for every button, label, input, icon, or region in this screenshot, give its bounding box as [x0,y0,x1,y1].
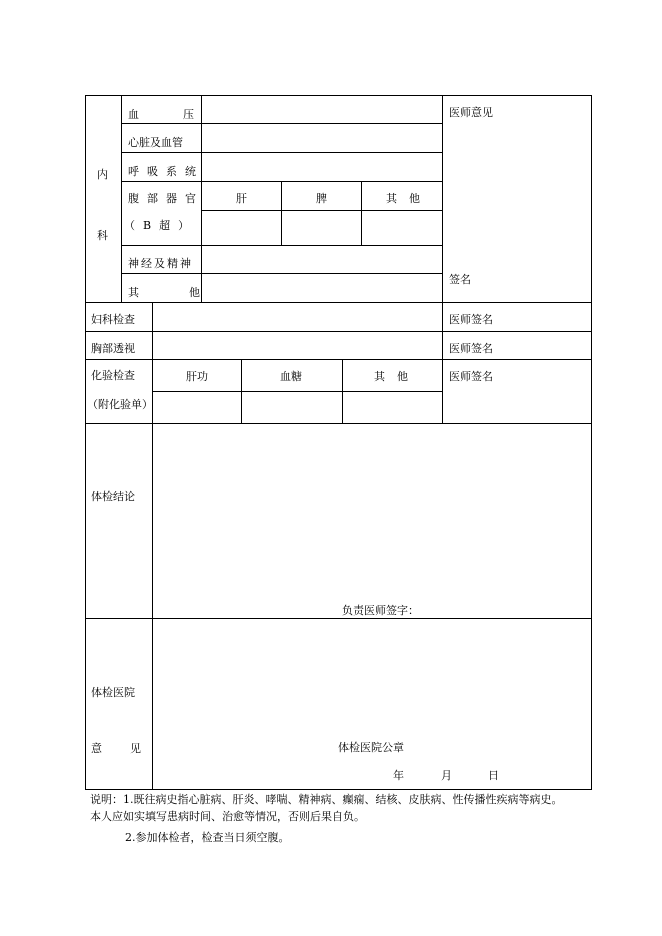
lab-other-label: 其他 [374,370,420,383]
doctor-opinion-label: 医师意见 [449,106,493,119]
chest-label: 胸部透视 [91,342,135,355]
lab-attachment-label: （附化验单） [87,398,153,411]
internal-section-label-bottom: 科 [97,229,108,242]
respiratory-label: 呼吸系统 [128,165,204,178]
hospital-opinion-label: 意见 [91,742,169,755]
liver-label: 肝 [236,192,247,205]
note-line-3: 2.参加体检者，检查当日须空腹。 [125,831,290,844]
conclusion-label: 体检结论 [91,490,135,503]
note-line-2: 本人应如实填写患病时间、治愈等情况，否则后果自负。 [90,810,365,823]
spleen-label: 脾 [316,192,327,205]
day-label: 日 [488,769,499,782]
lab-label: 化验检查 [91,369,135,382]
blood-sugar-label: 血糖 [280,370,302,383]
lab-doctor-sign-label: 医师签名 [449,370,493,383]
signature-label: 签名 [449,273,471,286]
hospital-label: 体检医院 [91,686,135,699]
year-label: 年 [393,769,404,782]
abdominal-other-label: 其他 [386,192,432,205]
blood-pressure-label: 血压 [128,108,238,121]
liver-function-label: 肝功 [186,370,208,383]
responsible-doctor-sign-label: 负责医师签字： [342,604,419,617]
gyn-doctor-sign-label: 医师签名 [449,313,493,326]
note-line-1: 说明：1.既往病史指心脏病、肝炎、哮喘、精神病、癫痫、结核、皮肤病、性传播性疾病等病史。 [90,793,563,806]
internal-section-label-top: 内 [97,168,108,181]
b-ultrasound-label: （B超） [124,219,198,232]
heart-vessels-label: 心脏及血管 [128,136,183,149]
chest-doctor-sign-label: 医师签名 [449,342,493,355]
others-label: 其他 [128,286,250,299]
month-label: 月 [441,769,452,782]
gyn-label: 妇科检查 [91,313,135,326]
hospital-seal-label: 体检医院公章 [338,741,404,754]
abdominal-label: 腹部器官 [128,192,204,205]
neuro-label: 神经及精神 [128,257,193,270]
